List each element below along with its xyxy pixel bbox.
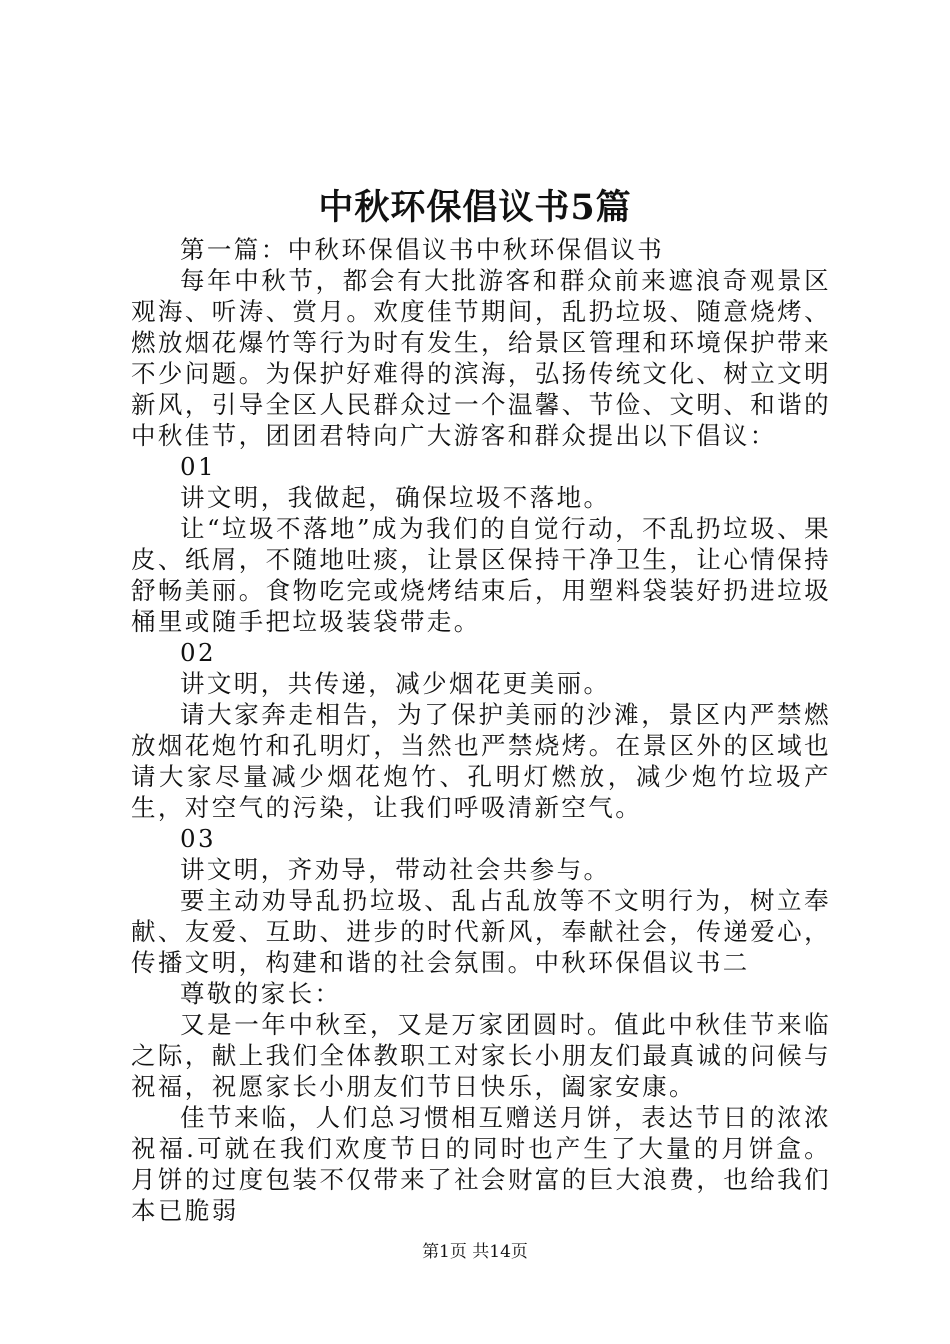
paragraph: 要主动劝导乱扔垃圾、乱占乱放等不文明行为，树立奉献、友爱、互助、进步的时代新风，奉献社会，传递爱心，传播文明，构建和谐的社会氛围。中秋环保倡议书二 [131, 886, 831, 977]
paragraph: 每年中秋节，都会有大批游客和群众前来遮浪奇观景区观海、听涛、赏月。欢度佳节期间，乱扔垃圾、随意烧烤、燃放烟花爆竹等行为时有发生，给景区管理和环境保护带来不少问题。为保护好难得的滨海，弘扬传统文化、树立文明新风，引导全区人民群众过一个温馨、节俭、文明、和谐的中秋佳节，团团君特向广大游客和群众提出以下倡议： [131, 266, 831, 450]
paragraph: 讲文明，齐劝导，带动社会共参与。 [180, 855, 611, 884]
paragraph: 讲文明，共传递，减少烟花更美丽。 [180, 669, 611, 698]
paragraph: 讲文明，我做起，确保垃圾不落地。 [180, 483, 611, 512]
paragraph: 02 [180, 638, 216, 667]
paragraph: 又是一年中秋至，又是万家团圆时。值此中秋佳节来临之际，献上我们全体教职工对家长小朋友们最真诚的问候与祝福，祝愿家长小朋友们节日快乐，阖家安康。 [131, 1010, 831, 1101]
paragraph: 让“垃圾不落地”成为我们的自觉行动，不乱扔垃圾、果皮、纸屑，不随地吐痰，让景区保持干净卫生，让心情保持舒畅美丽。食物吃完或烧烤结束后，用塑料袋装好扔进垃圾桶里或随手把垃圾装袋带走。 [131, 514, 831, 636]
document-body [131, 234, 831, 1226]
document-title: 中秋环保倡议书5篇 [318, 187, 632, 228]
page-footer: 第1页 共14页 [422, 1242, 528, 1262]
paragraph: 请大家奔走相告，为了保护美丽的沙滩，景区内严禁燃放烟花炮竹和孔明灯，当然也严禁烧烤。在景区外的区域也请大家尽量减少烟花炮竹、孔明灯燃放，减少炮竹垃圾产生，对空气的污染，让我们呼吸清新空气。 [131, 700, 831, 822]
paragraph: 佳节来临，人们总习惯相互赠送月饼，表达节日的浓浓祝福.可就在我们欢度节日的同时也产生了大量的月饼盒。月饼的过度包装不仅带来了社会财富的巨大浪费，也给我们本已脆弱 [131, 1103, 831, 1225]
paragraph: 第一篇：中秋环保倡议书中秋环保倡议书 [180, 235, 665, 264]
paragraph: 01 [180, 452, 216, 481]
paragraph: 03 [180, 824, 216, 853]
paragraph: 尊敬的家长： [180, 979, 342, 1008]
